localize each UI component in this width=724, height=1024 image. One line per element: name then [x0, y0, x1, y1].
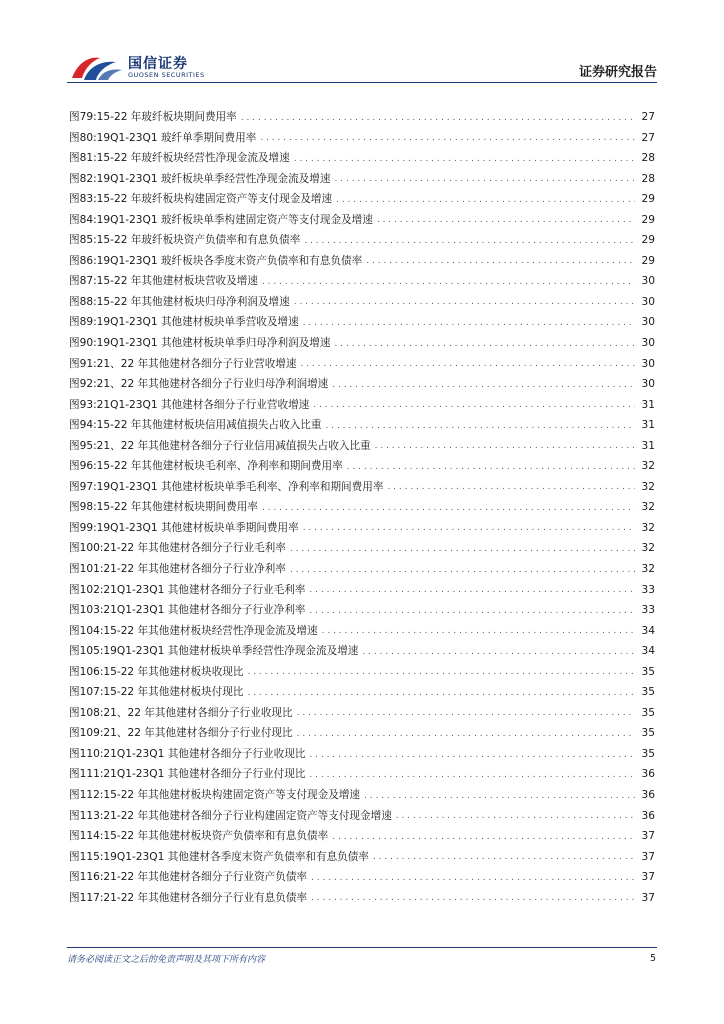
- toc-dot-leader: [304, 237, 635, 246]
- toc-dot-leader: [375, 442, 635, 451]
- toc-entry-title: 21、22 年其他建材各细分子行业营收增速: [96, 357, 297, 370]
- toc-dot-leader: [311, 874, 635, 883]
- toc-entry-title: 21-22 年其他建材各细分子行业构建固定资产等支付现金增速: [103, 809, 392, 822]
- toc-entry[interactable]: [69, 164, 655, 185]
- toc-entry[interactable]: [69, 657, 655, 678]
- toc-entry[interactable]: [69, 123, 655, 144]
- toc-entry-title: 19Q1-23Q1 其他建材各季度末资产负债率和有息负债率: [103, 850, 369, 863]
- toc-entry-title: 19Q1-23Q1 其他建材板块单季毛利率、净利率和期间费用率: [96, 480, 384, 493]
- toc-entry-page: 31: [641, 398, 655, 411]
- toc-dot-leader: [303, 319, 635, 328]
- toc-entry-page: 32: [641, 460, 655, 473]
- toc-entry[interactable]: [69, 616, 655, 637]
- toc-entry[interactable]: [69, 307, 655, 328]
- toc-entry-page: 29: [641, 234, 655, 247]
- toc-entry-title: 15-22 年其他建材板块毛利率、净利率和期间费用率: [96, 460, 343, 473]
- toc-entry[interactable]: [69, 369, 655, 390]
- toc-entry-title: 21-22 年其他建材各细分子行业有息负债率: [103, 891, 308, 904]
- toc-entry-label: 图102:: [69, 583, 104, 596]
- toc-entry-title: 15-22 年其他建材板块收现比: [103, 665, 244, 678]
- toc-entry-page: 30: [641, 316, 655, 329]
- toc-entry-page: 37: [641, 871, 655, 884]
- toc-entry-page: 37: [641, 850, 655, 863]
- toc-dot-leader: [241, 114, 635, 123]
- toc-entry-page: 37: [641, 830, 655, 843]
- page-number: 5: [649, 953, 656, 964]
- header-divider: [67, 82, 657, 83]
- toc-entry[interactable]: [69, 328, 655, 349]
- toc-entry-page: 31: [641, 419, 655, 432]
- toc-entry-label: 图107:: [69, 686, 104, 699]
- toc-entry[interactable]: [69, 842, 655, 863]
- toc-dot-leader: [290, 545, 635, 554]
- toc-entry-title: 19Q1-23Q1 玻纤板块单季经营性净现金流及增速: [96, 172, 331, 185]
- toc-entry-title: 15-22 年其他建材板块资产负债率和有息负债率: [103, 830, 329, 843]
- toc-entry-title: 15-22 年玻纤板块经营性净现金流及增速: [96, 152, 290, 165]
- toc-dot-leader: [303, 524, 635, 533]
- toc-entry-label: 图94:: [69, 419, 97, 432]
- toc-dot-leader: [347, 463, 635, 472]
- toc-entry[interactable]: [69, 143, 655, 164]
- toc-entry[interactable]: [69, 287, 655, 308]
- toc-entry[interactable]: [69, 472, 655, 493]
- toc-dot-leader: [262, 504, 635, 513]
- toc-entry-title: 15-22 年其他建材板块营收及增速: [96, 275, 258, 288]
- toc-entry-label: 图98:: [69, 501, 97, 514]
- toc-dot-leader: [262, 278, 635, 287]
- toc-entry[interactable]: [69, 410, 655, 431]
- toc-entry-label: 图112:: [69, 789, 104, 801]
- toc-entry-label: 图114:: [69, 830, 104, 843]
- toc-entry[interactable]: [69, 451, 655, 472]
- toc-entry-label: 图88:: [69, 295, 97, 308]
- toc-entry[interactable]: [69, 801, 655, 822]
- toc-entry-label: 图108:: [69, 706, 104, 719]
- toc-entry-label: 图86:: [69, 254, 97, 267]
- toc-dot-leader: [247, 668, 635, 677]
- page-header: [0, 0, 724, 86]
- toc-dot-leader: [373, 853, 635, 862]
- toc-entry-label: 图85:: [69, 234, 97, 247]
- toc-entry-title: 15-22 年其他建材板块构建固定资产等支付现金及增速: [103, 789, 361, 801]
- toc-entry-page: 30: [641, 275, 655, 288]
- toc-entry-label: 图82:: [69, 172, 97, 185]
- toc-entry-page: 35: [641, 706, 655, 719]
- toc-dot-leader: [322, 627, 635, 636]
- toc-entry-title: 19Q1-23Q1 其他建材板块单季经营性净现金流及增速: [103, 645, 359, 658]
- toc-entry-label: 图117:: [69, 891, 104, 904]
- toc-entry-page: 36: [641, 809, 655, 822]
- toc-entry[interactable]: [69, 266, 655, 287]
- toc-entry-label: 图110:: [69, 747, 104, 760]
- toc-dot-leader: [364, 792, 635, 801]
- figure-list: [69, 102, 655, 903]
- toc-entry-title: 19Q1-23Q1 其他建材板块单季期间费用率: [96, 521, 299, 534]
- toc-entry-page: 35: [641, 686, 655, 699]
- toc-entry-page: 36: [641, 789, 655, 801]
- toc-dot-leader: [309, 771, 635, 780]
- toc-entry-title: 15-22 年其他建材板块期间费用率: [96, 501, 258, 514]
- toc-entry-title: 19Q1-23Q1 玻纤单季期间费用率: [96, 131, 257, 144]
- toc-entry-page: 30: [641, 357, 655, 370]
- toc-entry-title: 21Q1-23Q1 其他建材各细分子行业净利率: [103, 604, 306, 617]
- toc-dot-leader: [297, 709, 635, 718]
- toc-entry-label: 图111:: [69, 768, 104, 781]
- toc-entry-title: 15-22 年其他建材板块经营性净现金流及增速: [103, 624, 318, 637]
- toc-entry-title: 21Q1-23Q1 其他建材各细分子行业收现比: [103, 747, 306, 760]
- toc-entry-title: 15-22 年其他建材板块付现比: [103, 686, 244, 699]
- toc-entry[interactable]: [69, 102, 655, 123]
- guosen-logo: [70, 52, 205, 84]
- toc-entry[interactable]: [69, 184, 655, 205]
- toc-entry-label: 图83:: [69, 193, 97, 206]
- toc-entry-page: 37: [641, 891, 655, 904]
- toc-entry-label: 图92:: [69, 378, 97, 391]
- toc-entry-title: 21-22 年其他建材各细分子行业资产负债率: [103, 871, 308, 884]
- toc-entry-label: 图79:: [69, 110, 97, 123]
- toc-entry-title: 15-22 年玻纤板块资产负债率和有息负债率: [96, 234, 301, 247]
- toc-entry-page: 33: [641, 604, 655, 617]
- toc-entry-label: 图116:: [69, 871, 104, 884]
- toc-entry-page: 30: [641, 336, 655, 349]
- toc-dot-leader: [309, 607, 635, 616]
- toc-entry-label: 图100:: [69, 542, 104, 555]
- report-type-label: 证券研究报告: [578, 65, 657, 80]
- toc-dot-leader: [260, 134, 635, 143]
- toc-entry-page: 34: [641, 624, 655, 637]
- toc-entry-label: 图84:: [69, 213, 97, 226]
- toc-entry-label: 图103:: [69, 604, 104, 617]
- toc-entry-page: 36: [641, 768, 655, 781]
- toc-dot-leader: [297, 730, 635, 739]
- toc-dot-leader: [366, 257, 635, 266]
- toc-entry-page: 32: [641, 542, 655, 555]
- toc-entry-label: 图97:: [69, 480, 97, 493]
- toc-dot-leader: [311, 894, 635, 903]
- toc-entry[interactable]: [69, 698, 655, 719]
- toc-entry-label: 图81:: [69, 152, 97, 165]
- toc-entry-title: 21-22 年其他建材各细分子行业净利率: [103, 562, 286, 575]
- toc-entry[interactable]: [69, 883, 655, 904]
- toc-entry-title: 21Q1-23Q1 其他建材各细分子行业毛利率: [103, 583, 306, 596]
- toc-entry-label: 图93:: [69, 398, 97, 411]
- toc-entry-page: 28: [641, 172, 655, 185]
- toc-entry-title: 19Q1-23Q1 玻纤板块各季度末资产负债率和有息负债率: [96, 254, 363, 267]
- toc-entry[interactable]: [69, 575, 655, 596]
- toc-entry-page: 35: [641, 727, 655, 740]
- toc-entry-label: 图90:: [69, 336, 97, 349]
- toc-entry-label: 图109:: [69, 727, 104, 740]
- toc-entry-label: 图101:: [69, 562, 104, 575]
- toc-entry-page: 29: [641, 213, 655, 226]
- toc-dot-leader: [336, 196, 635, 205]
- toc-entry[interactable]: [69, 636, 655, 657]
- toc-entry-title: 21、22 年其他建材各细分子行业归母净利润增速: [96, 378, 329, 391]
- toc-entry-label: 图80:: [69, 131, 97, 144]
- toc-entry-title: 21Q1-23Q1 其他建材各细分子行业付现比: [103, 768, 306, 781]
- toc-entry-page: 27: [641, 131, 655, 144]
- toc-dot-leader: [332, 833, 635, 842]
- toc-entry-title: 21、22 年其他建材各细分子行业信用减值损失占收入比重: [96, 439, 371, 452]
- toc-dot-leader: [387, 483, 635, 492]
- toc-dot-leader: [313, 401, 635, 410]
- toc-entry-title: 15-22 年玻纤板块构建固定资产等支付现金及增速: [96, 193, 333, 206]
- toc-entry-label: 图105:: [69, 645, 104, 658]
- toc-entry[interactable]: [69, 225, 655, 246]
- toc-entry-label: 图95:: [69, 439, 97, 452]
- toc-entry[interactable]: [69, 760, 655, 781]
- toc-entry[interactable]: [69, 780, 655, 801]
- toc-entry[interactable]: [69, 431, 655, 452]
- toc-dot-leader: [334, 175, 635, 184]
- toc-entry-page: 27: [641, 110, 655, 123]
- toc-entry-label: 图113:: [69, 809, 104, 822]
- toc-entry-page: 34: [641, 645, 655, 658]
- toc-entry-page: 32: [641, 480, 655, 493]
- toc-dot-leader: [332, 381, 635, 390]
- toc-entry[interactable]: [69, 246, 655, 267]
- toc-dot-leader: [362, 648, 635, 657]
- guosen-logo-icon: [70, 52, 124, 82]
- toc-entry[interactable]: [69, 554, 655, 575]
- toc-entry-page: 30: [641, 295, 655, 308]
- toc-dot-leader: [326, 422, 636, 431]
- toc-entry-page: 32: [641, 521, 655, 534]
- toc-dot-leader: [396, 812, 635, 821]
- toc-entry[interactable]: [69, 739, 655, 760]
- toc-dot-leader: [309, 751, 635, 760]
- toc-entry-page: 32: [641, 501, 655, 514]
- toc-entry-label: 图87:: [69, 275, 97, 288]
- toc-entry-title: 21Q1-23Q1 其他建材各细分子行业营收增速: [96, 398, 310, 411]
- toc-entry-title: 21-22 年其他建材各细分子行业毛利率: [103, 542, 286, 555]
- toc-entry-label: 图91:: [69, 357, 97, 370]
- toc-entry-label: 图99:: [69, 521, 97, 534]
- toc-entry[interactable]: [69, 595, 655, 616]
- toc-dot-leader: [377, 216, 635, 225]
- toc-entry-title: 19Q1-23Q1 玻纤板块单季构建固定资产等支付现金及增速: [96, 213, 373, 226]
- toc-entry-page: 29: [641, 254, 655, 267]
- toc-entry-title: 15-22 年其他建材板块信用减值损失占收入比重: [96, 419, 322, 432]
- toc-entry-label: 图106:: [69, 665, 104, 678]
- toc-entry[interactable]: [69, 718, 655, 739]
- toc-entry-title: 19Q1-23Q1 其他建材板块单季归母净利润及增速: [96, 336, 331, 349]
- toc-entry[interactable]: [69, 205, 655, 226]
- toc-entry-page: 29: [641, 193, 655, 206]
- toc-entry[interactable]: [69, 513, 655, 534]
- toc-entry[interactable]: [69, 349, 655, 370]
- toc-entry[interactable]: [69, 821, 655, 842]
- logo-text-en: GUOSEN SECURITIES: [128, 71, 205, 79]
- toc-entry-page: 28: [641, 152, 655, 165]
- toc-entry[interactable]: [69, 862, 655, 883]
- toc-entry-label: 图115:: [69, 850, 104, 863]
- toc-entry-title: 21、22 年其他建材各细分子行业付现比: [103, 727, 293, 740]
- toc-dot-leader: [334, 340, 635, 349]
- toc-entry-page: 31: [641, 439, 655, 452]
- toc-entry-page: 30: [641, 378, 655, 391]
- toc-entry-title: 15-22 年其他建材板块归母净利润及增速: [96, 295, 290, 308]
- footer-divider: [67, 947, 657, 948]
- toc-dot-leader: [300, 360, 635, 369]
- toc-entry-label: 图89:: [69, 316, 97, 329]
- toc-entry[interactable]: [69, 677, 655, 698]
- logo-text-cn: 国信证券: [128, 56, 188, 72]
- toc-dot-leader: [247, 689, 635, 698]
- toc-dot-leader: [290, 566, 635, 575]
- toc-dot-leader: [294, 298, 635, 307]
- toc-dot-leader: [294, 155, 635, 164]
- toc-entry-label: 图96:: [69, 460, 97, 473]
- toc-entry-page: 35: [641, 747, 655, 760]
- toc-entry-title: 15-22 年玻纤板块期间费用率: [96, 110, 237, 123]
- toc-entry-page: 32: [641, 562, 655, 575]
- toc-entry-page: 33: [641, 583, 655, 596]
- toc-entry[interactable]: [69, 492, 655, 513]
- footer-disclaimer: 请务必阅读正文之后的免责声明及其项下所有内容: [67, 955, 266, 965]
- toc-entry-page: 35: [641, 665, 655, 678]
- toc-entry-title: 19Q1-23Q1 其他建材板块单季营收及增速: [96, 316, 299, 329]
- toc-entry-label: 图104:: [69, 624, 104, 637]
- toc-entry[interactable]: [69, 533, 655, 554]
- toc-dot-leader: [309, 586, 635, 595]
- toc-entry[interactable]: [69, 390, 655, 411]
- toc-entry-title: 21、22 年其他建材各细分子行业收现比: [103, 706, 293, 719]
